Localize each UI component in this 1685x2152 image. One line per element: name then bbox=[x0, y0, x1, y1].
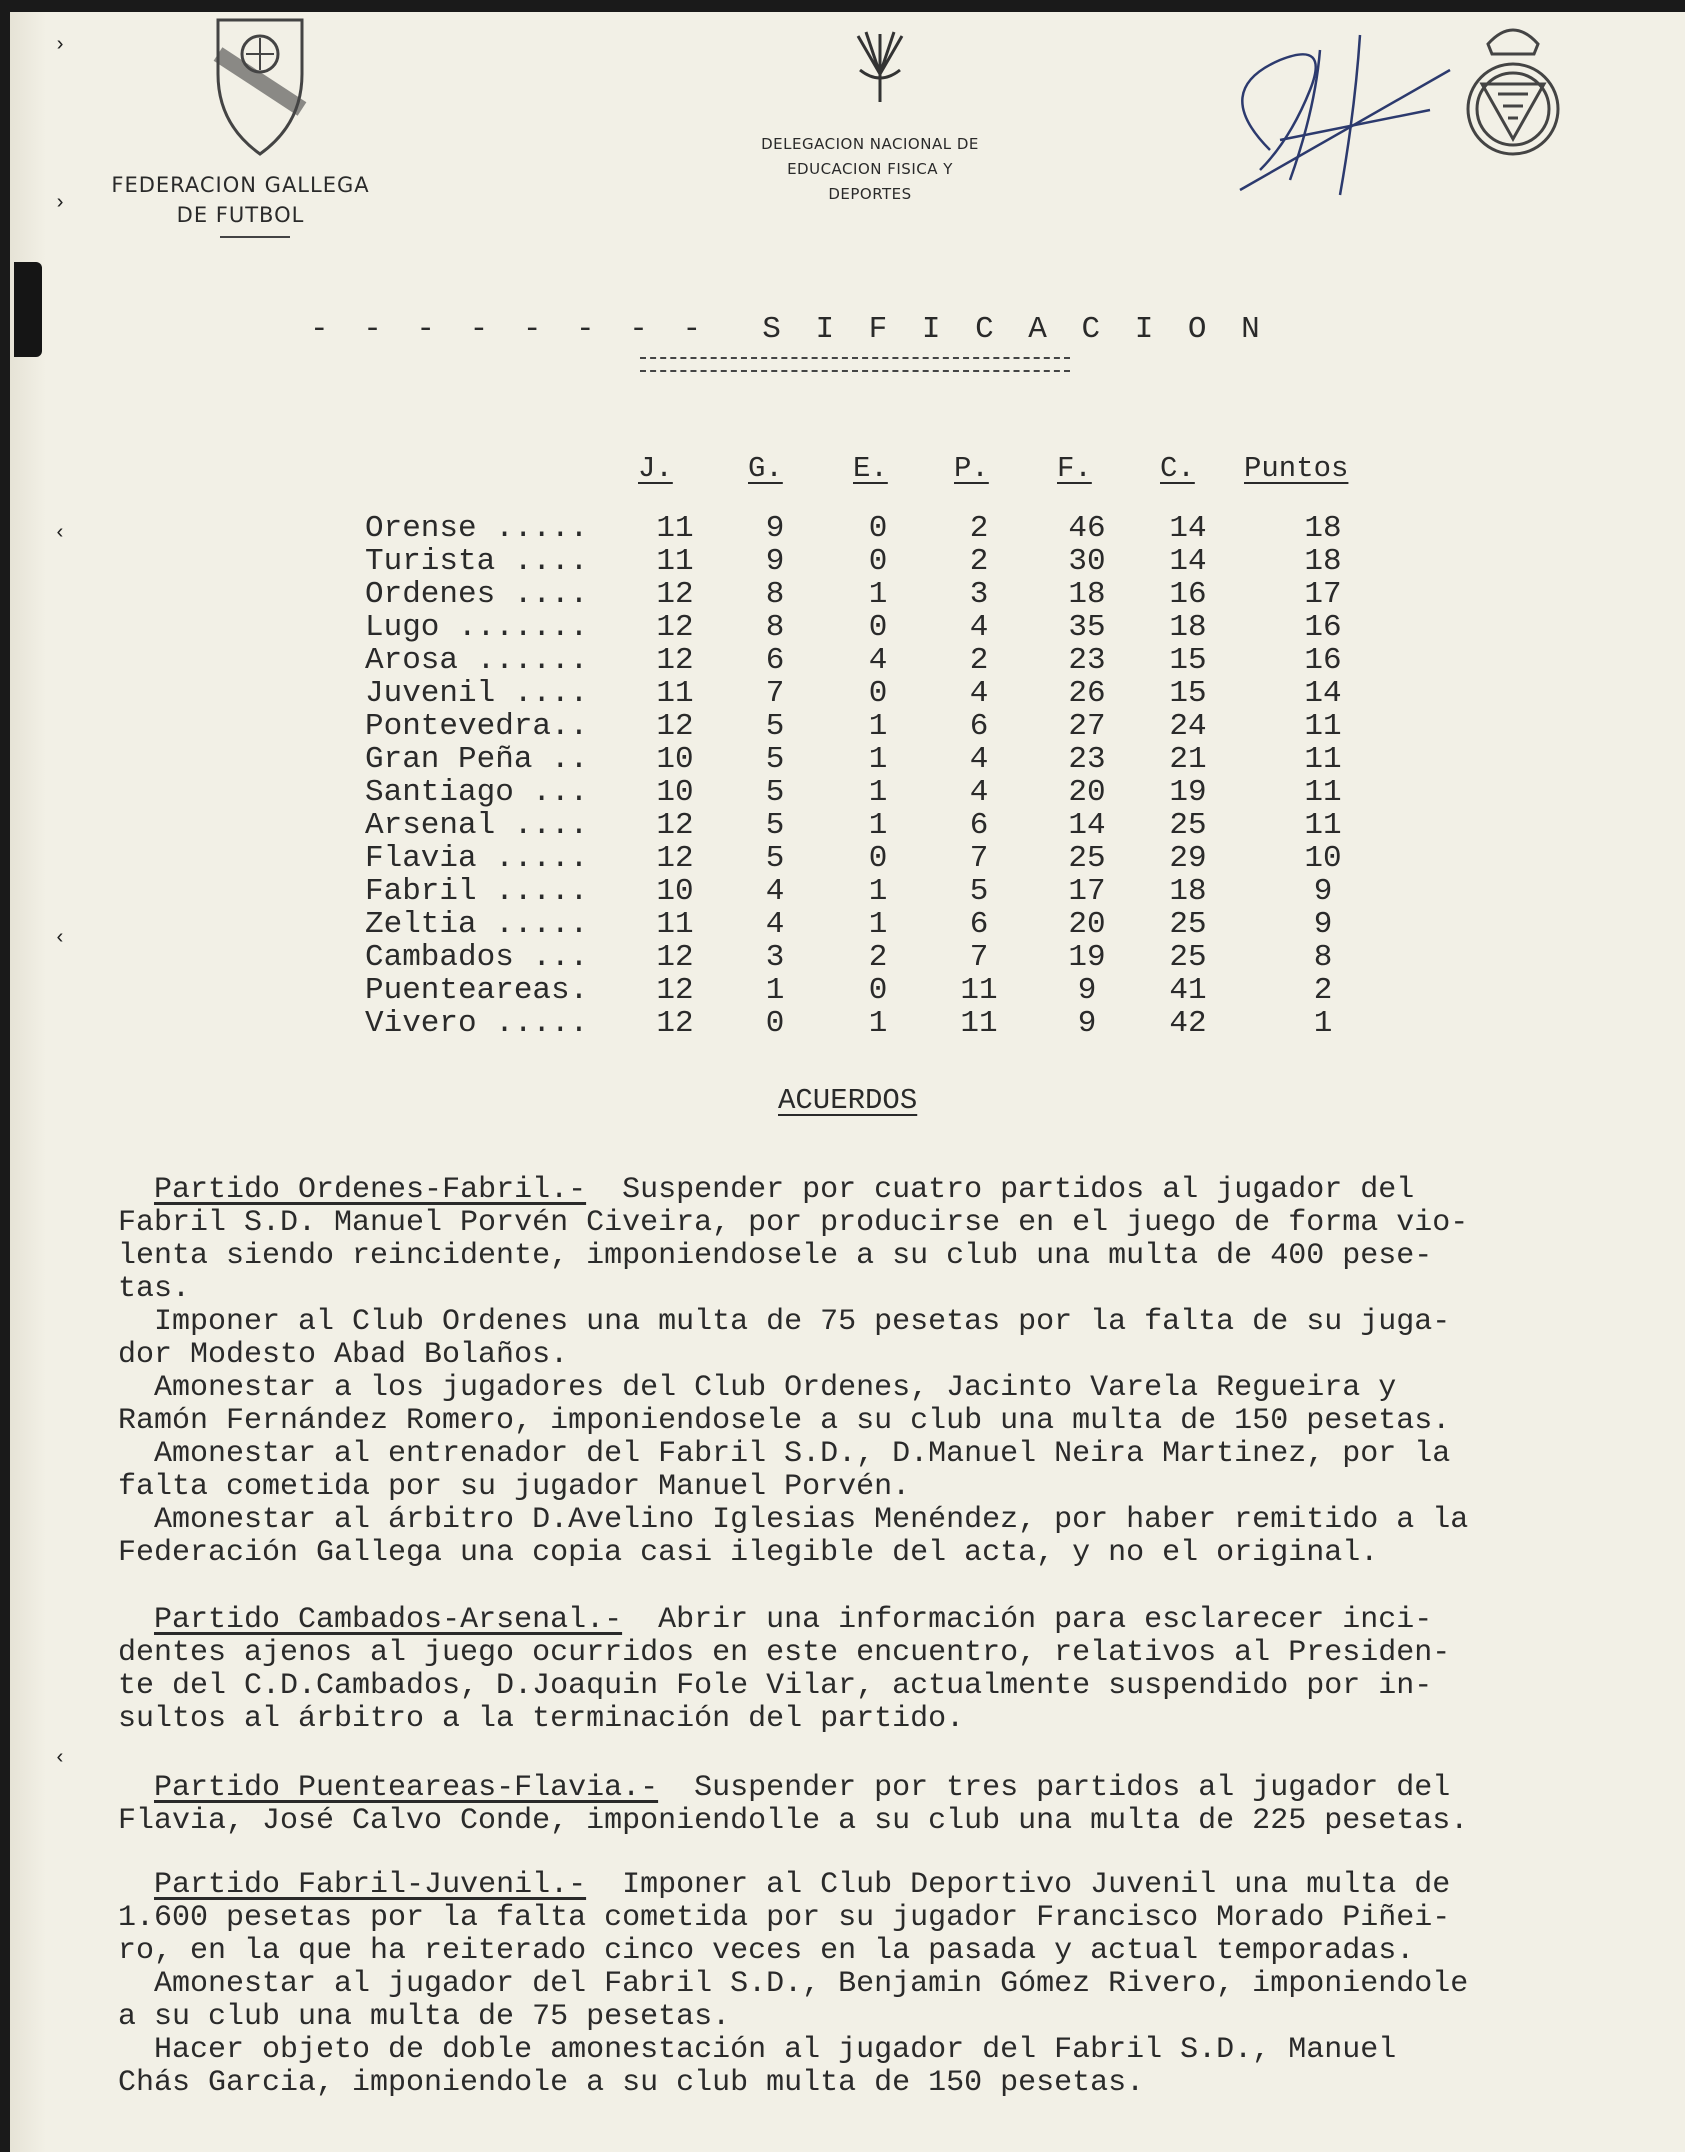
team-name: Turista .... bbox=[365, 544, 589, 579]
stat-cell-pts: 18 bbox=[1304, 544, 1342, 579]
match-heading: Partido Puenteareas-Flavia.- bbox=[154, 1771, 659, 1805]
paragraph-text: Suspender por tres partidos al jugador del bbox=[658, 1771, 1451, 1805]
stat-cell-j: 12 bbox=[656, 973, 694, 1008]
team-name: Puenteareas. bbox=[365, 973, 589, 1008]
stat-cell-g: 7 bbox=[765, 676, 785, 711]
stat-cell-f: 9 bbox=[1077, 1006, 1097, 1041]
stat-cell-j: 12 bbox=[656, 709, 694, 744]
federation-name-line1: FEDERACION GALLEGA bbox=[111, 173, 370, 197]
stat-cell-f: 27 bbox=[1068, 709, 1106, 744]
stat-cell-c: 16 bbox=[1169, 577, 1207, 612]
team-name: Flavia ..... bbox=[365, 841, 589, 876]
stat-cell-f: 23 bbox=[1068, 643, 1106, 678]
stat-cell-pts: 14 bbox=[1304, 676, 1342, 711]
stat-cell-p: 4 bbox=[969, 610, 989, 645]
agreement-paragraph bbox=[118, 1869, 1678, 2100]
stat-cell-g: 0 bbox=[765, 1006, 785, 1041]
match-heading: Partido Cambados-Arsenal.- bbox=[154, 1603, 623, 1637]
agreement-paragraph bbox=[118, 1174, 1678, 1570]
paragraph-line: Amonestar al entrenador del Fabril S.D., D.Manuel Neira Martinez, por la bbox=[118, 1437, 1451, 1471]
paragraph-line: Ramón Fernández Romero, imponiendosele a su club una multa de 150 pesetas. bbox=[118, 1404, 1451, 1438]
stat-cell-e: 0 bbox=[868, 511, 888, 546]
stat-cell-pts: 18 bbox=[1304, 511, 1342, 546]
stat-cell-c: 15 bbox=[1169, 643, 1207, 678]
title-double-underline bbox=[640, 357, 1070, 372]
stat-cell-p: 4 bbox=[969, 676, 989, 711]
stat-cell-e: 1 bbox=[868, 577, 888, 612]
stat-cell-j: 12 bbox=[656, 577, 694, 612]
match-heading: Partido Ordenes-Fabril.- bbox=[154, 1173, 587, 1207]
team-name: Pontevedra.. bbox=[365, 709, 589, 744]
stat-cell-j: 11 bbox=[656, 676, 694, 711]
stat-cell-j: 10 bbox=[656, 775, 694, 810]
stat-cell-p: 6 bbox=[969, 808, 989, 843]
paragraph-line: lenta siendo reincidente, imponiendosele a su club una multa de 400 pese- bbox=[118, 1239, 1433, 1273]
stat-cell-e: 1 bbox=[868, 808, 888, 843]
stat-cell-g: 5 bbox=[765, 841, 785, 876]
paragraph-line: Federación Gallega una copia casi ilegible del acta, y no el original. bbox=[118, 1536, 1379, 1570]
stat-cell-p: 2 bbox=[969, 643, 989, 678]
paragraph-line: Imponer al Club Ordenes una multa de 75 pesetas por la falta de su juga- bbox=[118, 1305, 1451, 1339]
federation-shield-emblem bbox=[210, 14, 310, 159]
stat-cell-f: 30 bbox=[1068, 544, 1106, 579]
stat-cell-c: 42 bbox=[1169, 1006, 1207, 1041]
stat-cell-p: 3 bbox=[969, 577, 989, 612]
stat-cell-p: 2 bbox=[969, 544, 989, 579]
paragraph-line: dor Modesto Abad Bolaños. bbox=[118, 1338, 569, 1372]
delegation-name-line1: DELEGACION NACIONAL DE bbox=[761, 135, 979, 153]
stat-cell-e: 0 bbox=[868, 973, 888, 1008]
stat-cell-e: 0 bbox=[868, 676, 888, 711]
stat-cell-c: 14 bbox=[1169, 511, 1207, 546]
stat-cell-p: 2 bbox=[969, 511, 989, 546]
match-heading: Partido Fabril-Juvenil.- bbox=[154, 1868, 587, 1902]
team-name: Orense ..... bbox=[365, 511, 589, 546]
stat-cell-f: 19 bbox=[1068, 940, 1106, 975]
column-header: E. bbox=[853, 452, 888, 485]
paragraph-text: Abrir una información para esclarecer inci- bbox=[622, 1603, 1433, 1637]
handwritten-signature bbox=[1220, 20, 1460, 210]
stat-cell-j: 11 bbox=[656, 511, 694, 546]
stat-cell-p: 5 bbox=[969, 874, 989, 909]
stat-cell-g: 4 bbox=[765, 907, 785, 942]
paragraph-line: Amonestar al jugador del Fabril S.D., Benjamin Gómez Rivero, imponiendole bbox=[118, 1967, 1469, 2001]
paragraph-line: Amonestar a los jugadores del Club Ordenes, Jacinto Varela Regueira y bbox=[118, 1371, 1397, 1405]
stat-cell-g: 3 bbox=[765, 940, 785, 975]
stat-cell-c: 25 bbox=[1169, 907, 1207, 942]
stat-cell-j: 10 bbox=[656, 742, 694, 777]
team-name: Juvenil .... bbox=[365, 676, 589, 711]
paragraph-line: Amonestar al árbitro D.Avelino Iglesias Menéndez, por haber remitido a la bbox=[118, 1503, 1469, 1537]
edge-mark: ‹ bbox=[54, 522, 67, 545]
stat-cell-pts: 11 bbox=[1304, 709, 1342, 744]
stat-cell-pts: 1 bbox=[1313, 1006, 1333, 1041]
team-name: Zeltia ..... bbox=[365, 907, 589, 942]
paragraph-text: Suspender por cuatro partidos al jugador del bbox=[586, 1173, 1415, 1207]
stat-cell-e: 0 bbox=[868, 841, 888, 876]
stat-cell-p: 11 bbox=[960, 1006, 998, 1041]
paragraph-line: ro, en la que ha reiterado cinco veces en la pasada y actual temporadas. bbox=[118, 1934, 1415, 1968]
edge-mark: › bbox=[54, 34, 67, 57]
stat-cell-e: 1 bbox=[868, 907, 888, 942]
paragraph-line: sultos al árbitro a la terminación del partido. bbox=[118, 1702, 965, 1736]
delegation-name bbox=[750, 132, 990, 207]
stat-cell-j: 12 bbox=[656, 940, 694, 975]
stat-cell-e: 1 bbox=[868, 1006, 888, 1041]
paragraph-line: 1.600 pesetas por la falta cometida por su jugador Francisco Morado Piñei- bbox=[118, 1901, 1451, 1935]
stat-cell-c: 18 bbox=[1169, 610, 1207, 645]
stat-cell-g: 9 bbox=[765, 511, 785, 546]
paragraph-first-line bbox=[118, 1174, 1678, 1207]
document-page bbox=[10, 12, 1685, 2152]
stat-cell-c: 19 bbox=[1169, 775, 1207, 810]
stat-cell-c: 21 bbox=[1169, 742, 1207, 777]
stat-cell-pts: 16 bbox=[1304, 610, 1342, 645]
paragraph-line: Flavia, José Calvo Conde, imponiendolle a su club una multa de 225 pesetas. bbox=[118, 1804, 1469, 1838]
stat-cell-c: 15 bbox=[1169, 676, 1207, 711]
delegation-name-line2: EDUCACION FISICA Y DEPORTES bbox=[787, 160, 953, 203]
paragraph-line: Chás Garcia, imponiendole a su club multa de 150 pesetas. bbox=[118, 2066, 1145, 2100]
paragraph-text: Imponer al Club Deportivo Juvenil una multa de bbox=[586, 1868, 1451, 1902]
stat-cell-p: 7 bbox=[969, 841, 989, 876]
column-header: J. bbox=[638, 452, 673, 485]
team-name: Arsenal .... bbox=[365, 808, 589, 843]
edge-mark: ‹ bbox=[54, 1747, 67, 1770]
stat-cell-f: 23 bbox=[1068, 742, 1106, 777]
column-header: G. bbox=[748, 452, 783, 485]
paragraph-line: Fabril S.D. Manuel Porvén Civeira, por producirse en el juego de forma vio- bbox=[118, 1206, 1469, 1240]
stat-cell-pts: 9 bbox=[1313, 907, 1333, 942]
paragraph-line: Hacer objeto de doble amonestación al jugador del Fabril S.D., Manuel bbox=[118, 2033, 1397, 2067]
football-federation-crest bbox=[1458, 14, 1568, 169]
stat-cell-c: 25 bbox=[1169, 940, 1207, 975]
edge-mark: ‹ bbox=[54, 927, 67, 950]
column-header: F. bbox=[1057, 452, 1092, 485]
column-header: P. bbox=[954, 452, 989, 485]
agreement-paragraph bbox=[118, 1772, 1678, 1838]
stat-cell-g: 8 bbox=[765, 577, 785, 612]
stat-cell-pts: 17 bbox=[1304, 577, 1342, 612]
stat-cell-pts: 10 bbox=[1304, 841, 1342, 876]
stat-cell-pts: 8 bbox=[1313, 940, 1333, 975]
stat-cell-p: 7 bbox=[969, 940, 989, 975]
paragraph-first-line bbox=[118, 1772, 1678, 1805]
stat-cell-c: 18 bbox=[1169, 874, 1207, 909]
agreement-paragraph bbox=[118, 1604, 1678, 1736]
stat-cell-e: 1 bbox=[868, 874, 888, 909]
stat-cell-g: 1 bbox=[765, 973, 785, 1008]
stat-cell-e: 2 bbox=[868, 940, 888, 975]
team-name: Ordenes .... bbox=[365, 577, 589, 612]
team-name: Cambados ... bbox=[365, 940, 589, 975]
stat-cell-f: 18 bbox=[1068, 577, 1106, 612]
stat-cell-g: 4 bbox=[765, 874, 785, 909]
stat-cell-p: 4 bbox=[969, 742, 989, 777]
paragraph-first-line bbox=[118, 1869, 1678, 1902]
stat-cell-e: 1 bbox=[868, 709, 888, 744]
stat-cell-e: 1 bbox=[868, 775, 888, 810]
paragraph-line: falta cometida por su jugador Manuel Porvén. bbox=[118, 1470, 911, 1504]
stat-cell-g: 5 bbox=[765, 709, 785, 744]
stat-cell-p: 11 bbox=[960, 973, 998, 1008]
stat-cell-pts: 9 bbox=[1313, 874, 1333, 909]
stat-cell-pts: 11 bbox=[1304, 775, 1342, 810]
page-title: - - - - - - - - S I F I C A C I O N bbox=[310, 312, 1268, 347]
stat-cell-f: 25 bbox=[1068, 841, 1106, 876]
stat-cell-p: 6 bbox=[969, 709, 989, 744]
edge-mark: › bbox=[54, 192, 67, 215]
stat-cell-c: 25 bbox=[1169, 808, 1207, 843]
stat-cell-pts: 11 bbox=[1304, 742, 1342, 777]
stat-cell-g: 8 bbox=[765, 610, 785, 645]
stat-cell-e: 0 bbox=[868, 610, 888, 645]
stat-cell-pts: 16 bbox=[1304, 643, 1342, 678]
stat-cell-g: 9 bbox=[765, 544, 785, 579]
federation-divider bbox=[220, 236, 290, 238]
stat-cell-j: 11 bbox=[656, 544, 694, 579]
stat-cell-pts: 11 bbox=[1304, 808, 1342, 843]
stat-cell-f: 17 bbox=[1068, 874, 1106, 909]
stat-cell-e: 4 bbox=[868, 643, 888, 678]
paragraph-line: tas. bbox=[118, 1272, 191, 1306]
team-name: Santiago ... bbox=[365, 775, 589, 810]
acuerdos-heading: ACUERDOS bbox=[778, 1084, 918, 1117]
stat-cell-pts: 2 bbox=[1313, 973, 1333, 1008]
team-name: Fabril ..... bbox=[365, 874, 589, 909]
stat-cell-j: 12 bbox=[656, 841, 694, 876]
stat-cell-j: 12 bbox=[656, 610, 694, 645]
column-header: Puntos bbox=[1244, 452, 1349, 485]
stat-cell-c: 14 bbox=[1169, 544, 1207, 579]
paragraph-line: te del C.D.Cambados, D.Joaquin Fole Vilar, actualmente suspendido por in- bbox=[118, 1669, 1433, 1703]
stat-cell-c: 41 bbox=[1169, 973, 1207, 1008]
stat-cell-j: 12 bbox=[656, 1006, 694, 1041]
paragraph-line: dentes ajenos al juego ocurridos en este encuentro, relativos al Presiden- bbox=[118, 1636, 1451, 1670]
stat-cell-p: 4 bbox=[969, 775, 989, 810]
stat-cell-e: 0 bbox=[868, 544, 888, 579]
stat-cell-f: 20 bbox=[1068, 775, 1106, 810]
stat-cell-f: 26 bbox=[1068, 676, 1106, 711]
stat-cell-f: 9 bbox=[1077, 973, 1097, 1008]
stat-cell-f: 20 bbox=[1068, 907, 1106, 942]
paragraph-first-line bbox=[118, 1604, 1678, 1637]
yoke-arrows-emblem bbox=[850, 24, 910, 104]
stat-cell-f: 35 bbox=[1068, 610, 1106, 645]
stat-cell-j: 12 bbox=[656, 643, 694, 678]
binder-hole bbox=[14, 262, 42, 357]
stat-cell-j: 11 bbox=[656, 907, 694, 942]
stat-cell-g: 5 bbox=[765, 808, 785, 843]
stat-cell-c: 24 bbox=[1169, 709, 1207, 744]
stat-cell-f: 14 bbox=[1068, 808, 1106, 843]
stat-cell-c: 29 bbox=[1169, 841, 1207, 876]
federation-name-line2: DE FUTBOL bbox=[176, 203, 305, 227]
stat-cell-p: 6 bbox=[969, 907, 989, 942]
stat-cell-e: 1 bbox=[868, 742, 888, 777]
column-header: C. bbox=[1160, 452, 1195, 485]
team-name: Lugo ....... bbox=[365, 610, 589, 645]
stat-cell-g: 6 bbox=[765, 643, 785, 678]
stat-cell-g: 5 bbox=[765, 742, 785, 777]
paragraph-line: a su club una multa de 75 pesetas. bbox=[118, 2000, 731, 2034]
federation-name bbox=[108, 170, 373, 230]
stat-cell-j: 12 bbox=[656, 808, 694, 843]
stat-cell-j: 10 bbox=[656, 874, 694, 909]
team-name: Gran Peña .. bbox=[365, 742, 589, 777]
stat-cell-f: 46 bbox=[1068, 511, 1106, 546]
team-name: Vivero ..... bbox=[365, 1006, 589, 1041]
stat-cell-g: 5 bbox=[765, 775, 785, 810]
team-name: Arosa ...... bbox=[365, 643, 589, 678]
